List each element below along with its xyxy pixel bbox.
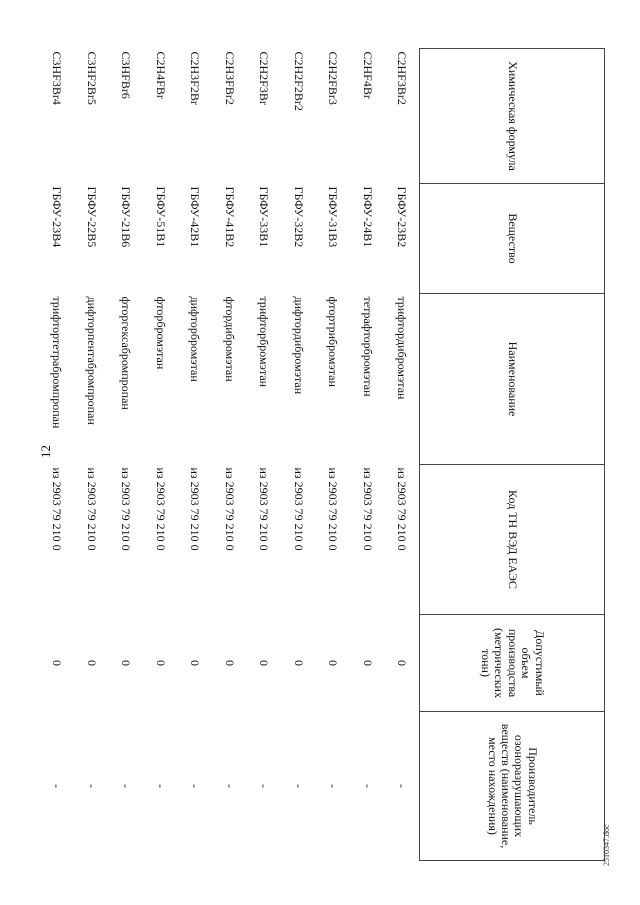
name-cell: тетрафторбромэтан [360,296,375,397]
substance-cell: ГБФУ-21В6 [119,186,134,248]
substance-cell: ГБФУ-31В3 [326,186,341,248]
volume-cell: 0 [360,660,375,666]
table-row [385,49,420,861]
code-cell: из 2903 79 210 0 [84,467,99,551]
name-cell: фтордибромэтан [222,296,237,382]
name-cell: дифтордибромэтан [291,296,306,395]
formula-cell: C2H3FBr2 [222,51,237,105]
header-producer: Производитель озоноразрушающих веществ (наименование, место нахождения) [420,712,605,861]
name-cell: фтортрибромэтан [326,296,341,387]
volume-cell: 0 [222,660,237,666]
code-cell: из 2903 79 210 0 [395,467,410,551]
table-row [316,49,351,861]
page-number: 12 [38,445,53,458]
substances-table [40,48,606,861]
code-cell: из 2903 79 210 0 [119,467,134,551]
code-cell: из 2903 79 210 0 [326,467,341,551]
header-formula: Химическая формула [420,49,605,184]
footer-filename: 2510347.doc [602,824,611,866]
table-row [74,49,109,861]
header-name: Наименование [420,294,605,465]
substance-cell: ГБФУ-33В1 [257,186,272,248]
table-row [178,49,213,861]
volume-cell: 0 [257,660,272,666]
formula-cell: C2HF4Br [360,51,375,99]
header-substance: Вещество [420,184,605,294]
formula-cell: C2H2F2Br2 [291,51,306,111]
code-cell: из 2903 79 210 0 [291,467,306,551]
formula-cell: C2H2FBr3 [326,51,341,105]
table-row [40,49,75,861]
name-cell: дифторпентабромпропан [84,296,99,425]
formula-cell: C2H3F2Br [188,51,203,105]
name-cell: дифторбромэтан [188,296,203,382]
producer-cell: - [188,784,203,788]
code-cell: из 2903 79 210 0 [50,467,65,551]
substance-cell: ГБФУ-41В2 [222,186,237,248]
producer-cell: - [257,784,272,788]
formula-cell: C3HF2Br5 [84,51,99,105]
volume-cell: 0 [153,660,168,666]
formula-cell: C2H2F3Br [257,51,272,105]
substance-cell: ГБФУ-42В1 [188,186,203,248]
table-body [40,49,420,861]
substance-cell: ГБФУ-32В2 [291,186,306,248]
name-cell: фторбромэтан [153,296,168,370]
substance-cell: ГБФУ-51В1 [153,186,168,248]
volume-cell: 0 [119,660,134,666]
name-cell: трифторбромэтан [257,296,272,388]
substance-cell: ГБФУ-23В2 [395,186,410,248]
formula-cell: C2H4FBr [153,51,168,99]
producer-cell: - [326,784,341,788]
volume-cell: 0 [84,660,99,666]
formula-cell: C3HF3Br4 [50,51,65,105]
code-cell: из 2903 79 210 0 [257,467,272,551]
volume-cell: 0 [50,660,65,666]
code-cell: из 2903 79 210 0 [360,467,375,551]
formula-cell: C3HFBr6 [119,51,134,99]
producer-cell: - [119,784,134,788]
code-cell: из 2903 79 210 0 [222,467,237,551]
table-row [143,49,178,861]
volume-cell: 0 [291,660,306,666]
name-cell: трифтортетрабромпропан [50,296,65,429]
table-row [247,49,282,861]
table-row [281,49,316,861]
substances-table-container [45,48,605,860]
substance-cell: ГБФУ-24В1 [360,186,375,248]
producer-cell: - [395,784,410,788]
header-code: Код ТН ВЭД ЕАЭС [420,465,605,615]
volume-cell: 0 [395,660,410,666]
name-cell: фторгексабромпропан [119,296,134,410]
volume-cell: 0 [326,660,341,666]
producer-cell: - [360,784,375,788]
formula-cell: C2HF3Br2 [395,51,410,105]
code-cell: из 2903 79 210 0 [153,467,168,551]
header-volume: Допустимый объем производства (метрических тонн) [420,615,605,712]
producer-cell: - [84,784,99,788]
substance-cell: ГБФУ-22В5 [84,186,99,248]
producer-cell: - [153,784,168,788]
volume-cell: 0 [188,660,203,666]
producer-cell: - [50,784,65,788]
table-row [109,49,144,861]
producer-cell: - [291,784,306,788]
substance-cell: ГБФУ-23В4 [50,186,65,248]
code-cell: из 2903 79 210 0 [188,467,203,551]
table-header-row [420,49,605,861]
table-row [350,49,385,861]
table-row [212,49,247,861]
producer-cell: - [222,784,237,788]
name-cell: трифтордибромэтан [395,296,410,400]
